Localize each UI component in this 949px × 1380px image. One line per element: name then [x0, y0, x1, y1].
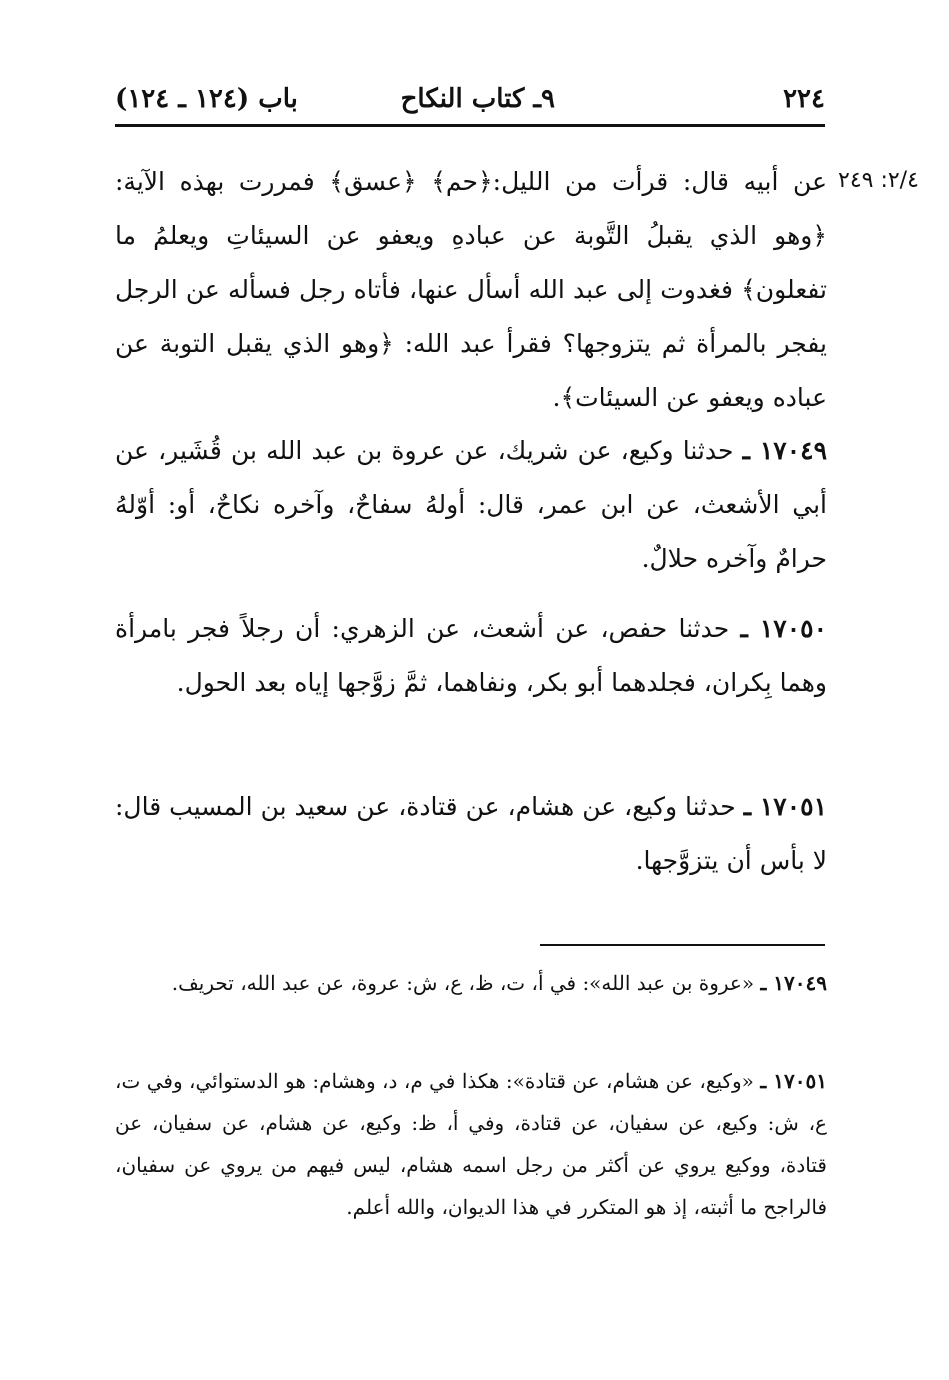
- page-header: [115, 78, 825, 122]
- hadith-17049: [115, 424, 827, 586]
- margin-reference: ٢/٤: ٢٤٩: [838, 168, 919, 193]
- hadith-number: ١٧٠٤٩ ـ: [742, 436, 827, 465]
- paragraph-text: عن أبيه قال: قرأت من الليل:﴿حم﴾ ﴿عسق﴾ فمررت بهذه الآية: ﴿وهو الذي يقبلُ التَّوبة عن عبادهِ ويعفو عن السيئاتِ ويعلمُ ما تفعلون﴾ فغدوت إلى عبد الله أسأل عنها، فأتاه رجل فسأله عن الرجل يفجر بالمرأة ثم يتزوجها؟ فقرأ عبد الله: ﴿وهو الذي يقبل التوبة عن عباده ويعفو عن السيئات﴾.: [115, 167, 827, 412]
- footnote-17049: [115, 962, 827, 1004]
- book-title: ٩ـ كتاب النكاح: [400, 84, 555, 114]
- hadith-17050: [115, 602, 827, 710]
- hadith-number: ١٧٠٥١ ـ: [743, 792, 828, 821]
- section-range: باب (١٢٤ ـ ١٢٤): [115, 84, 298, 114]
- footnote-text: «وكيع، عن هشام، عن قتادة»: هكذا في م، د، وهشام: هو الدستوائي، وفي ت، ع، ش: وكيع، عن سفيان، عن قتادة، وفي أ، ظ: وكيع، عن هشام، عن سفيان، عن قتادة، ووكيع يروي عن أكثر من رجل اسمه هشام، ليس فيهم من يروي عن سفيان، فالراجح ما أثبته، إذ هو المتكرر في هذا الديوان، والله أعلم.: [115, 1069, 827, 1219]
- footnote-17051: [115, 1060, 827, 1228]
- footnote-number: ١٧٠٤٩ ـ: [760, 971, 827, 995]
- header-rule: [115, 124, 825, 127]
- footnote-rule: [540, 944, 825, 946]
- hadith-number: ١٧٠٥٠ ـ: [740, 614, 827, 643]
- footnote-number: ١٧٠٥١ ـ: [760, 1069, 828, 1093]
- paragraph-text: حدثنا وكيع، عن هشام، عن قتادة، عن سعيد بن المسيب قال: لا بأس أن يتزوَّجها.: [115, 792, 827, 875]
- paragraph-text: حدثنا حفص، عن أشعث، عن الزهري: أن رجلاً فجر بامرأة وهما بِكران، فجلدهما أبو بكر، ونفاهما، ثمَّ زوَّجها إياه بعد الحول.: [115, 614, 827, 697]
- hadith-17051: [115, 780, 827, 888]
- footnote-text: «عروة بن عبد الله»: في أ، ت، ظ، ع، ش: عروة، عن عبد الله، تحريف.: [171, 971, 755, 995]
- paragraph-continuation: [115, 155, 827, 425]
- paragraph-text: حدثنا وكيع، عن شريك، عن عروة بن عبد الله بن قُشَير، عن أبي الأشعث، عن ابن عمر، قال: أولهُ سفاحٌ، وآخره نكاحٌ، أو: أوّلهُ حرامٌ وآخره حلالٌ.: [115, 436, 827, 573]
- page-number: ٢٢٤: [783, 84, 825, 114]
